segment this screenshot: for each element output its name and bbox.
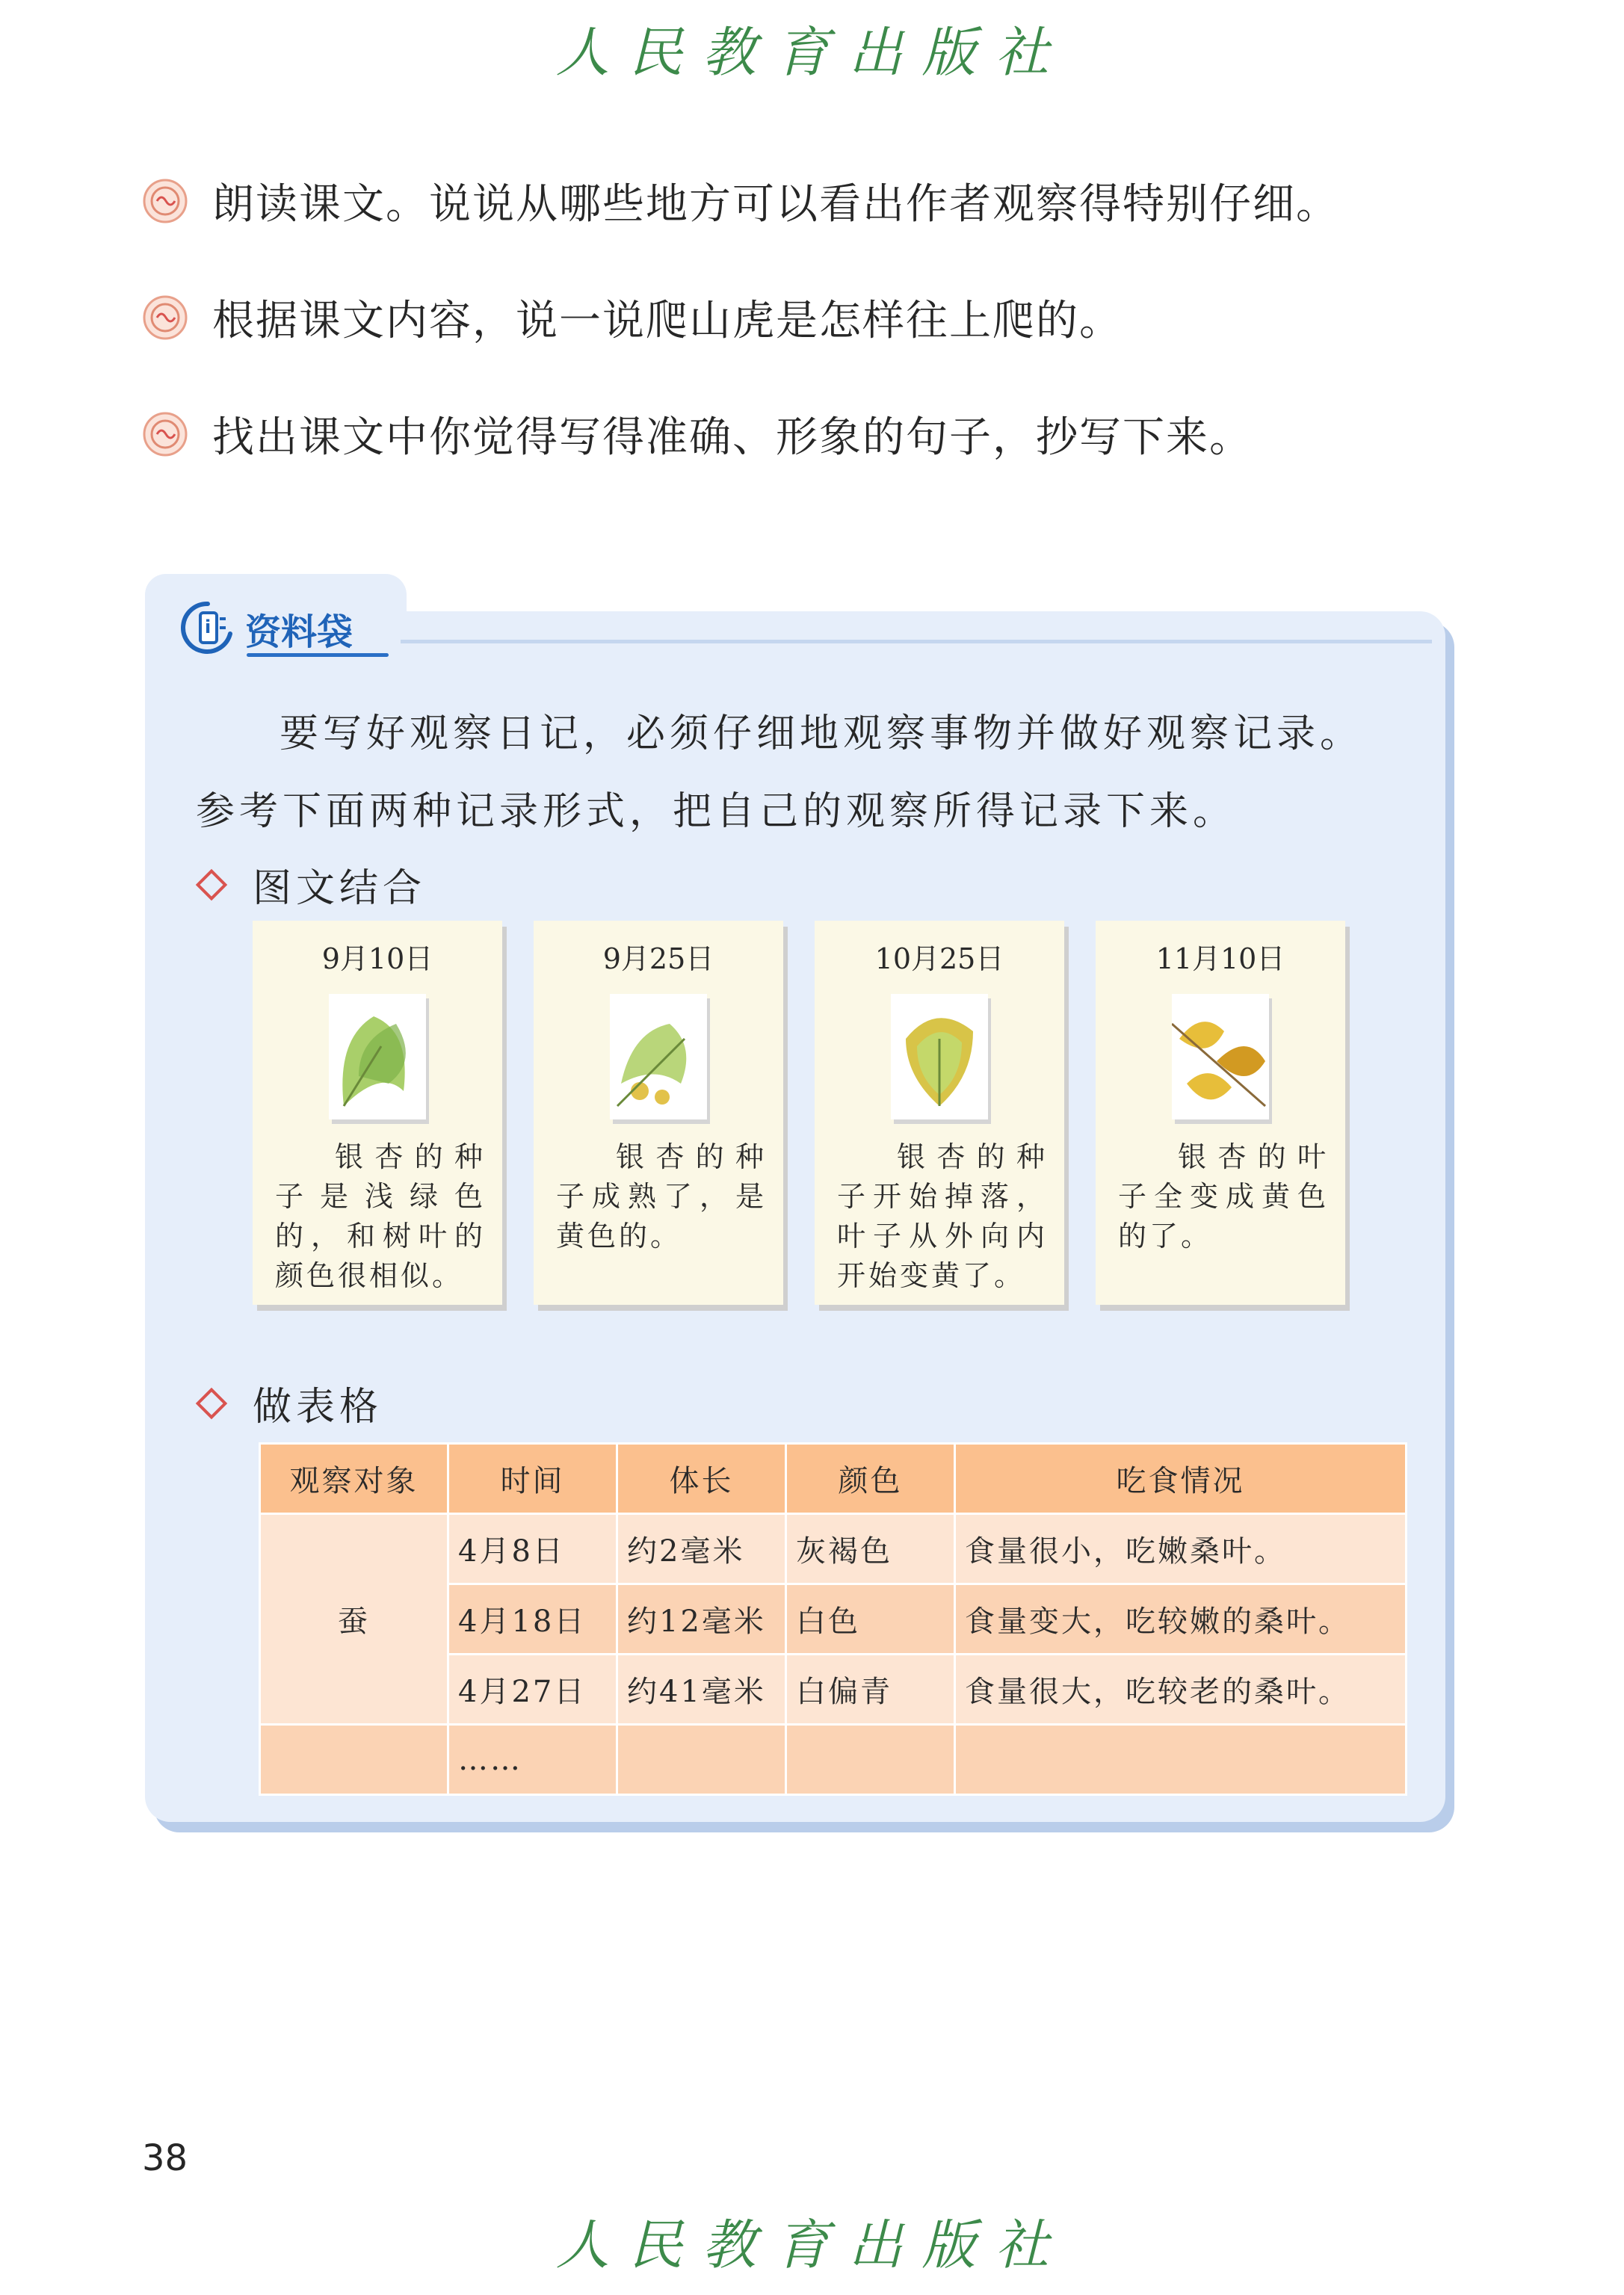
table-header: 时间 — [448, 1444, 617, 1514]
cell-time: 4月18日 — [448, 1584, 617, 1655]
material-label-underline — [247, 653, 389, 657]
table-header: 体长 — [617, 1444, 786, 1514]
publisher-footer: 人民教育出版社 — [555, 2214, 1069, 2276]
cell-food — [955, 1725, 1407, 1795]
observation-card — [1096, 921, 1345, 1305]
ginkgo-leaf-icon — [329, 994, 426, 1119]
cell-time: 4月8日 — [448, 1514, 617, 1584]
table-header: 观察对象 — [260, 1444, 448, 1514]
cell-length: 约41毫米 — [617, 1655, 786, 1725]
intro-line-1: 要写好观察日记，必须仔细地观察事物并做好观察记录。 — [280, 711, 1364, 756]
cell-food: 食量很大，吃较老的桑叶。 — [955, 1655, 1407, 1725]
section-title: 做表格 — [253, 1385, 383, 1430]
cell-length: 约12毫米 — [617, 1584, 786, 1655]
observation-card — [815, 921, 1064, 1305]
question-2 — [142, 284, 1123, 351]
question-text: 找出课文中你觉得写得准确、形象的句子，抄写下来。 — [212, 413, 1253, 462]
section-table — [200, 1375, 383, 1431]
page-number: 38 — [142, 2137, 188, 2179]
ginkgo-photo — [891, 994, 988, 1119]
card-date: 9月10日 — [321, 942, 433, 975]
observation-table — [259, 1442, 1407, 1796]
ginkgo-photo — [610, 994, 707, 1119]
card-description: 银杏的种子开始掉落，叶子从外向内开始变黄了。 — [837, 1140, 1048, 1292]
cell-food: 食量变大，吃较嫩的桑叶。 — [955, 1584, 1407, 1655]
question-3 — [142, 401, 1253, 468]
table-row — [260, 1514, 1407, 1584]
table-row — [260, 1725, 1407, 1795]
ginkgo-leaf-icon — [891, 994, 988, 1119]
cell-time: …… — [448, 1725, 617, 1795]
cell-color — [786, 1725, 955, 1795]
question-bullet-icon — [142, 411, 188, 457]
cell-color: 灰褐色 — [786, 1514, 955, 1584]
ginkgo-photo — [1172, 994, 1269, 1119]
question-text: 朗读课文。说说从哪些地方可以看出作者观察得特别仔细。 — [212, 180, 1339, 229]
ginkgo-photo — [329, 994, 426, 1119]
question-bullet-icon — [142, 294, 188, 341]
section-title: 图文结合 — [253, 866, 427, 911]
cell-color: 白偏青 — [786, 1655, 955, 1725]
observation-card — [534, 921, 783, 1305]
diamond-bullet-icon — [196, 1387, 227, 1418]
cell-food: 食量很小，吃嫩桑叶。 — [955, 1514, 1407, 1584]
card-description: 银杏的种子成熟了，是黄色的。 — [556, 1140, 767, 1252]
question-bullet-icon — [142, 178, 188, 224]
section-picture-text — [200, 856, 426, 912]
panel-divider — [401, 640, 1432, 643]
cell-color: 白色 — [786, 1584, 955, 1655]
svg-text:i: i — [205, 617, 212, 637]
question-1 — [142, 167, 1339, 235]
material-label — [178, 598, 353, 659]
diamond-bullet-icon — [196, 868, 227, 900]
table-header: 吃食情况 — [955, 1444, 1407, 1514]
card-description: 银杏的叶子全变成黄色的了。 — [1118, 1140, 1329, 1252]
ginkgo-leaf-icon — [1172, 994, 1269, 1119]
intro-line-2: 参考下面两种记录形式，把自己的观察所得记录下来。 — [196, 789, 1237, 834]
material-label-text: 资料袋 — [245, 611, 353, 653]
cell-time: 4月27日 — [448, 1655, 617, 1725]
card-date: 11月10日 — [1155, 942, 1285, 975]
card-date: 10月25日 — [874, 942, 1004, 975]
observation-cards — [253, 921, 1344, 1309]
observation-card — [253, 921, 502, 1305]
cell-length: 约2毫米 — [617, 1514, 786, 1584]
ginkgo-leaf-icon — [610, 994, 707, 1119]
table-header-row — [260, 1444, 1407, 1514]
observation-subject: 蚕 — [260, 1514, 448, 1725]
card-description: 银杏的种子是浅绿色的，和树叶的颜色很相似。 — [275, 1140, 486, 1292]
publisher-header: 人民教育出版社 — [555, 21, 1069, 84]
card-date: 9月25日 — [602, 942, 714, 975]
info-bag-icon — [178, 598, 239, 659]
cell-empty — [260, 1725, 448, 1795]
table-header: 颜色 — [786, 1444, 955, 1514]
cell-length — [617, 1725, 786, 1795]
question-text: 根据课文内容，说一说爬山虎是怎样往上爬的。 — [212, 297, 1123, 345]
